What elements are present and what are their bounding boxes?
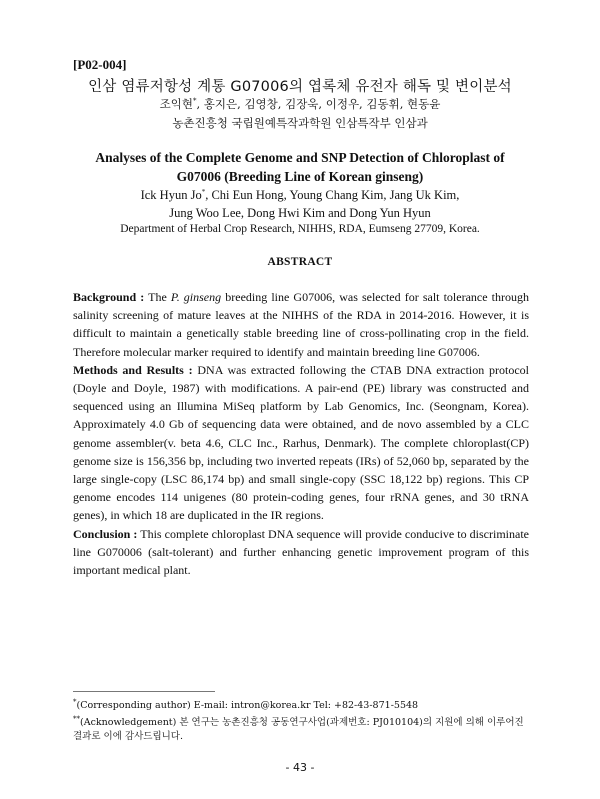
footnote-text-2: (Acknowledgement) 본 연구는 농촌진흥청 공동연구사업(과제번호: PJ010104)의 지원에 의해 이루어진 결과로 이에 감사드립니다. — [73, 717, 524, 743]
methods-paragraph — [73, 361, 529, 525]
english-title-line2: G07006 (Breeding Line of Korean ginseng) — [176, 169, 424, 184]
species-name: P. ginseng — [170, 290, 222, 304]
footnote-acknowledgement — [73, 712, 533, 744]
english-title-line1: Analyses of the Complete Genome and SNP Detection of Chloroplast of — [95, 150, 505, 165]
english-coauthors: , Chi Eun Hong, Young Chang Kim, Jang Uk Kim, — [205, 188, 460, 203]
footnote-mark-1: * — [73, 698, 77, 706]
english-first-author: Ick Hyun Jo — [140, 188, 202, 203]
english-authors-line2: Jung Woo Lee, Dong Hwi Kim and Dong Yun Hyun — [169, 206, 431, 220]
background-pre: The — [144, 290, 171, 304]
footnote-divider — [73, 691, 215, 692]
conclusion-paragraph — [73, 525, 529, 580]
corresponding-mark-en: * — [201, 188, 206, 196]
abstract-body — [73, 288, 529, 579]
abstract-code: [P02-004] — [73, 57, 127, 72]
korean-affiliation: 농촌진흥청 국립원예특작과학원 인삼특작부 인삼과 — [172, 116, 428, 130]
korean-coauthors: , 홍지은, 김영창, 김장욱, 이정우, 김동휘, 현동윤 — [196, 97, 441, 111]
abstract-heading: ABSTRACT — [267, 256, 333, 268]
footnote-text-1: (Corresponding author) E-mail: intron@korea.kr Tel: +82-43-871-5548 — [76, 700, 419, 712]
english-affiliation: Department of Herbal Crop Research, NIHHS, RDA, Eumseng 27709, Korea. — [120, 223, 480, 235]
conclusion-label: Conclusion : — [73, 526, 138, 541]
conclusion-text: This complete chloroplast DNA sequence will provide conducive to discriminate line G070006 (salt-tolerant) and further enhancing genetic improvement program of this important medical plant. — [73, 526, 529, 578]
background-label: Background : — [73, 290, 145, 304]
footnote-mark-2: ** — [73, 715, 80, 723]
korean-authors — [0, 96, 600, 112]
methods-text: DNA was extracted following the CTAB DNA extraction protocol (Doyle and Doyle, 1987) with modifications. A pair-end (PE) library was constructed and sequenced using an Illumina MiSeq platform by Lab Genomics, Inc. (Seongnam, Korea). Approximately 4.0 Gb of sequencing data were obtained, and de novo assembled by a CLC genome assembler(v. beta 4.6, CLC Inc., Rarhus, Denmark). The complete chloroplast(CP) genome size is 156,356 bp, including two inverted repeats (IRs) of 52,060 bp, separated by the large single-copy (LSC 86,174 bp) and small single-copy (SSC 18,122 bp) regions. This CP genome encodes 114 unigenes (80 protein-coding genes, four rRNA genes, and 30 tRNA genes), in which 18 are duplicated in the IR regions. — [73, 362, 529, 523]
korean-title: 인삼 염류저항성 계통 G07006의 엽록체 유전자 해독 및 변이분석 — [88, 79, 512, 95]
footnote-corresponding — [73, 698, 418, 711]
corresponding-mark: * — [193, 97, 197, 106]
background-paragraph — [73, 288, 529, 361]
methods-label: Methods and Results : — [73, 362, 193, 377]
korean-first-author: 조익현 — [159, 97, 193, 111]
english-authors-line1 — [0, 188, 600, 203]
page-number: - 43 - — [285, 761, 315, 774]
background-text: breeding line G07006, was selected for salt tolerance through salinity screening of mature leaves at the NIHHS of the RDA in 2014-2016. However, it is difficult to maintain a genetically stable breeding line of cross-pollinating crop in the field. Therefore molecular marker required to identify and maintain breeding line G07006. — [73, 290, 529, 359]
